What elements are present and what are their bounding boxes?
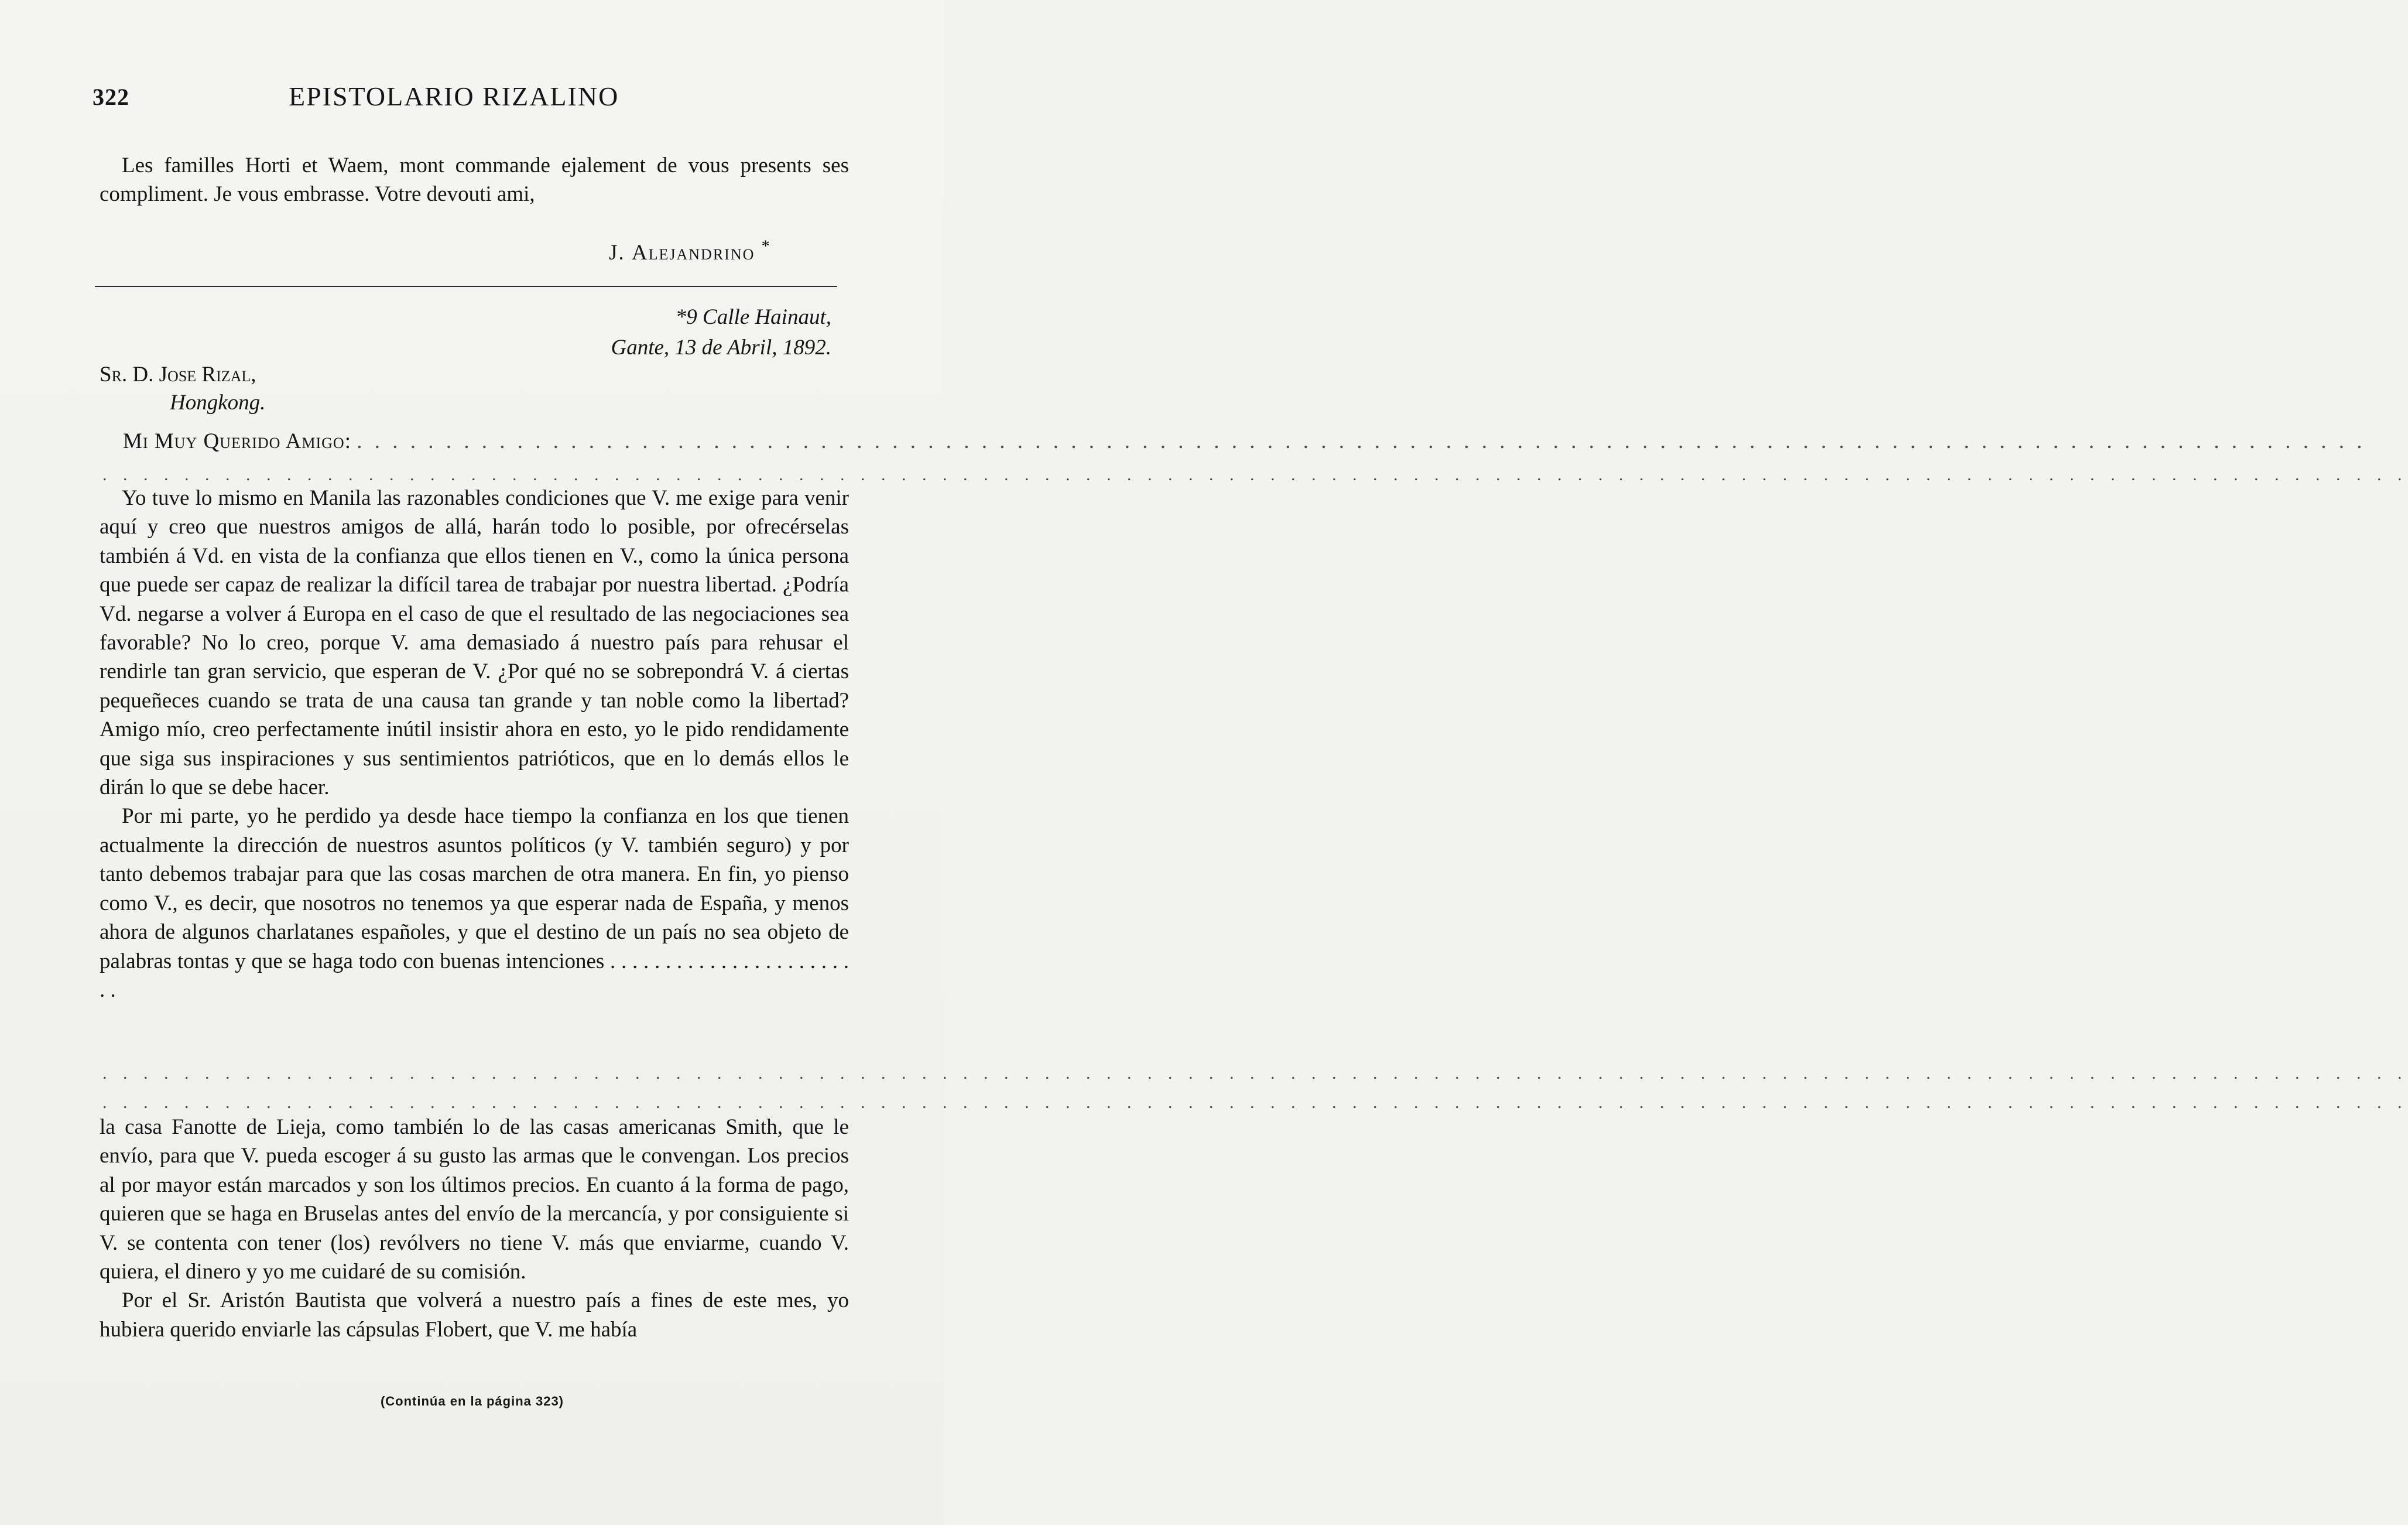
letter2-address-line1: *9 Calle Hainaut, <box>675 305 831 329</box>
page-number: 322 <box>93 84 129 110</box>
letter2-body-part2 <box>100 1113 849 1344</box>
salutation-dot-leader: . . . . . . . . . . . . . . . . . . . . . . . . . . . . . . . . . . . . . . . . . . . . . . . . . . . . . . . . . . . . . . . . . . . . . . . . . . . . . . . . . . . . . . . . . . . . . . . . . . . . . . . . . . . . . . . . . <box>357 429 2366 453</box>
ellipsis-row: . . . . . . . . . . . . . . . . . . . . . . . . . . . . . . . . . . . . . . . . . . . . . . . . . . . . . . . . . . . . . . . . . . . . . . . . . . . . . . . . . . . . . . . . . . . . . . . . . . . . . . . . . . . . . . . . . <box>102 465 2408 484</box>
letter1-body <box>100 151 849 209</box>
letter2-paragraph-4: Por el Sr. Aristón Bautista que volverá a nuestro país a fines de este mes, yo hubiera querido enviarle las cápsulas Flobert, que V. me había <box>100 1288 849 1342</box>
recipient-name-text: Sr. D. Jose Rizal, <box>100 363 256 387</box>
letter2-paragraph-2: Por mi parte, yo he perdido ya desde hace tiempo la confianza en los que tienen actualmente la dirección de nuestros asuntos políticos (y V. también seguro) y por tanto debemos trabajar para que las cosas marchen de otra manera. En fin, yo pienso como V., es decir, que nosotros no tenemos ya que esperar nada de España, y menos ahora de algunos charlatanes españoles, y que el destino de un país no sea objeto de palabras tontas y que se haga todo con buenas intenciones . . . . . . . . . . . . . . . . . . . . . . . . <box>100 804 849 1002</box>
salutation: Mi Muy Querido Amigo: <box>123 429 351 453</box>
recipient-city: Hongkong. <box>170 391 266 415</box>
letter2-paragraph-3: la casa Fanotte de Lieja, como también lo de las casas americanas Smith, que le envío, para que V. pueda escoger á su gusto las armas que le convengan. Los precios al por mayor están marcados y son los últimos precios. En cuanto á la forma de pago, quieren que se haga en Bruselas antes del envío de la mercancía, y por consiguiente si V. se contenta con tener (los) revólvers no tiene V. más que enviarme, cuando V. quiera, el dinero y yo me cuidaré de su comisión. <box>100 1115 849 1284</box>
letter2-paragraph-1: Yo tuve lo mismo en Manila las razonables condiciones que V. me exige para venir aquí y creo que nuestros amigos de allá, harán todo lo posible, por ofrecérselas también á Vd. en vista de la confianza que ellos tienen en V., como la única persona que puede ser capaz de realizar la difícil tarea de trabajar por nuestra libertad. ¿Podría Vd. negarse a volver á Europa en el caso de que el resultado de las negociaciones sea favorable? No lo creo, porque V. ama demasiado á nuestro país para rehusar el rendirle tan gran servicio, que esperan de V. ¿Por qué no se sobrepondrá V. á ciertas pequeñeces cuando se trata de una causa tan grande y tan noble como la libertad? Amigo mío, creo perfectamente inútil insistir ahora en esto, yo le pido rendidamente que siga sus inspiraciones y sus sentimientos patrióticos, que en lo demás ellos le dirán lo que se debe hacer. <box>100 486 849 800</box>
continuation-note: (Continúa en la página 323) <box>380 1394 564 1408</box>
letter2-body-part1 <box>100 484 849 1004</box>
letter-separator-rule <box>95 286 837 287</box>
letter1-paragraph: Les familles Horti et Waem, mont commande ejalement de vous presents ses compliment. Je vous embrasse. Votre devouti ami, <box>100 153 849 207</box>
page-header <box>93 83 854 118</box>
running-title: EPISTOLARIO RIZALINO <box>289 81 619 111</box>
recipient-name <box>100 362 256 387</box>
salutation-line <box>123 429 2366 454</box>
ellipsis-row: . . . . . . . . . . . . . . . . . . . . . . . . . . . . . . . . . . . . . . . . . . . . . . . . . . . . . . . . . . . . . . . . . . . . . . . . . . . . . . . . . . . . . . . . . . . . . . . . . . . . . . . . . . . . . . . . . <box>102 1064 2408 1083</box>
ellipsis-row: . . . . . . . . . . . . . . . . . . . . . . . . . . . . . . . . . . . . . . . . . . . . . . . . . . . . . . . . . . . . . . . . . . . . . . . . . . . . . . . . . . . . . . . . . . . . . . . . . . . . . . . . . . . . . . . . . <box>102 1093 2408 1112</box>
signature-initial: J. <box>609 241 625 265</box>
footnote-mark: * <box>761 237 771 256</box>
letter2-address-line2: Gante, 13 de Abril, 1892. <box>611 336 831 360</box>
signature-name: Alejandrino <box>631 241 755 265</box>
letter1-signature <box>609 237 771 265</box>
